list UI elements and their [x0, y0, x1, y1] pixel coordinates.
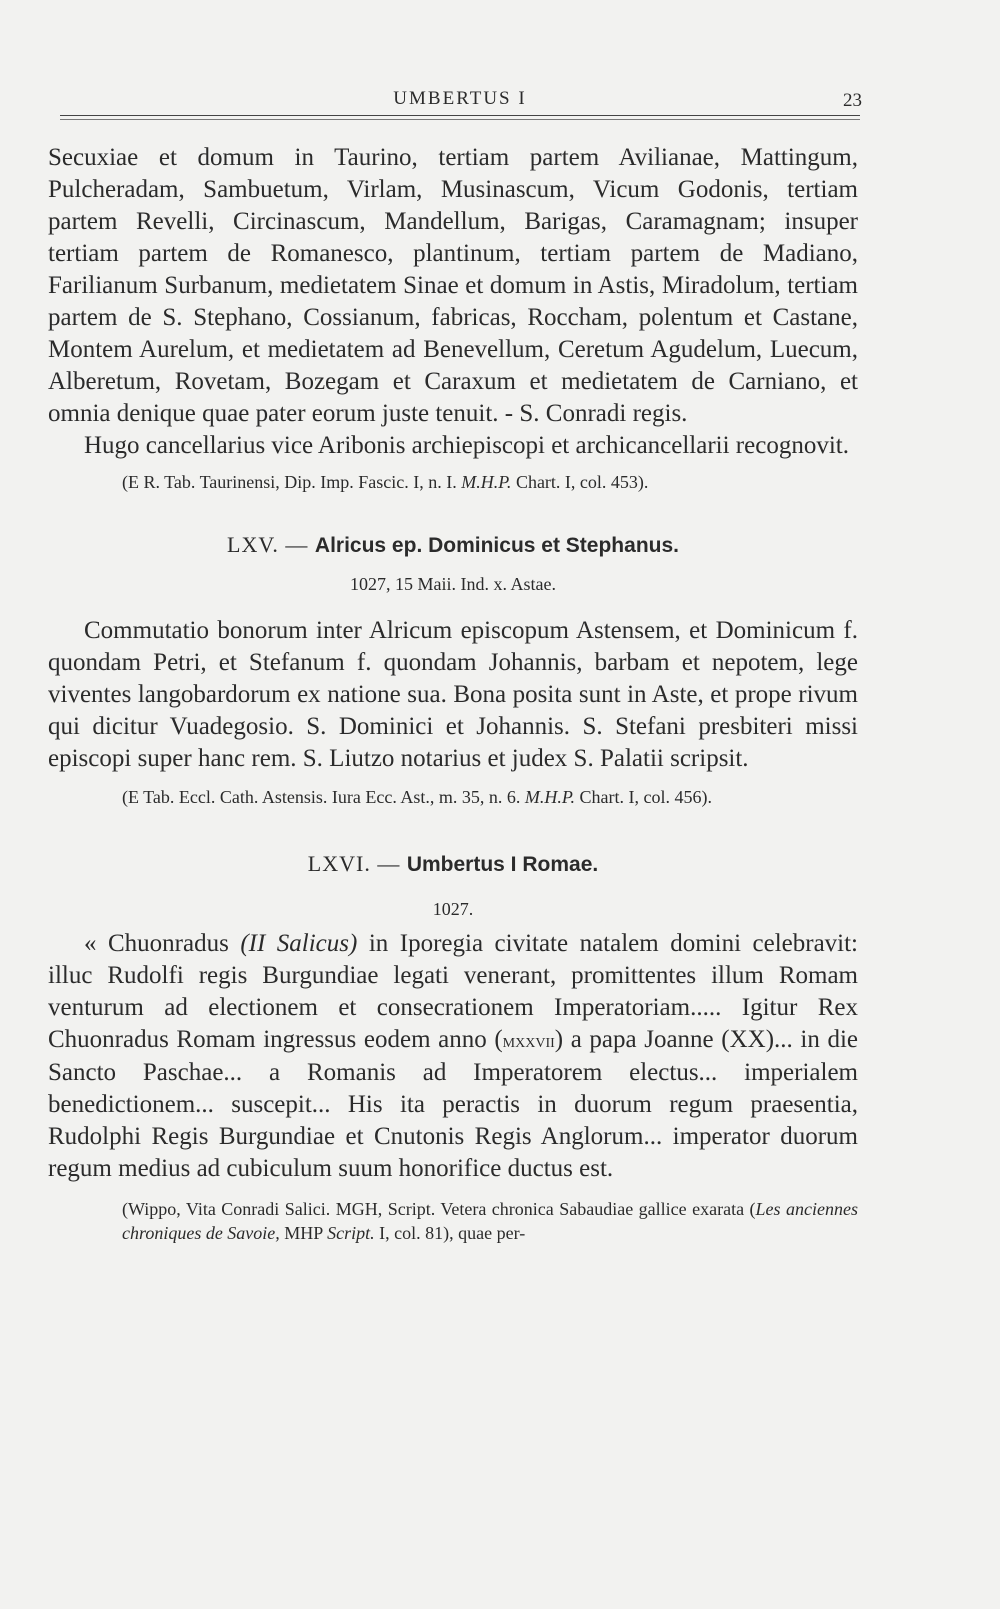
running-title: UMBERTUS I: [393, 88, 527, 109]
section-heading-66: LXVI. — Umbertus I Romae.: [307, 851, 599, 876]
header-rule-secondary: [60, 119, 860, 120]
paragraph-recognition: Hugo cancellarius vice Aribonis archiepiscopi et archicancellarii recognovit.: [84, 432, 849, 459]
section-date-66: 1027.: [432, 899, 474, 919]
source-citation-3: (Wippo, Vita Conradi Salici. MGH, Script. Vetera chronica Sabaudiae gallice exarata (Les anciennes chroniques de Savoie, MHP Script. I, col. 81), quae per-: [122, 1199, 858, 1243]
paragraph-chuonradus: « Chuonradus (II Salicus) in Iporegia civitate natalem domini celebravit: illuc Rudolfi regis Burgundiae legati venerant, promittentes illum Romam venturum ad electionem et consecrationem Imperatoriam..... Igitur Rex Chuonradus Romam ingressus eodem anno (mxxvii) a papa Joanne (XX)... in die Sancto Paschae... a Romanis ad Imperatorem electus... imperialem benedictionem... suscepit... His ita peractis in duorum regum praesentia, Rudolphi Regis Burgundiae et Cnutonis Regis Anglorum... imperator duorum regum medius ad cubiculum suum honorifice ductus est.: [48, 930, 859, 1182]
source-citation-1: (E R. Tab. Taurinensi, Dip. Imp. Fascic. I, n. I. M.H.P. Chart. I, col. 453).: [122, 472, 649, 492]
page-number: 23: [843, 90, 862, 111]
page-body: [48, 142, 858, 1245]
running-header: [60, 86, 860, 116]
source-citation-2: (E Tab. Eccl. Cath. Astensis. Iura Ecc. Ast., m. 35, n. 6. M.H.P. Chart. I, col. 456).: [122, 787, 712, 807]
paragraph-commutatio: Commutatio bonorum inter Alricum episcopum Astensem, et Dominicum f. quondam Petri, et Stefanum f. quondam Johannis, barbam et nepotem, lege viventes langobardorum ex natione sua. Bona posita sunt in Aste, et prope rivum qui dicitur Vuadegosio. S. Dominici et Johannis. S. Stefani presbiteri missi episcopi super hanc rem. S. Liutzo notarius et judex S. Palatii scripsit.: [48, 617, 858, 772]
section-date-65: 1027, 15 Maii. Ind. x. Astae.: [350, 574, 556, 594]
header-rule: [60, 115, 860, 116]
paragraph-property-list: Secuxiae et domum in Taurino, tertiam partem Avilianae, Mattingum, Pulcheradam, Sambuetum, Virlam, Musinascum, Vicum Godonis, tertiam partem Revelli, Circinascum, Mandellum, Barigas, Caramagnam; insuper tertiam partem de Romanesco, plantinum, tertiam partem de Madiano, Farilianum Surbanum, medietatem Sinae et domum in Astis, Miradolum, tertiam partem de S. Stephano, Cossianum, fabricas, Roccham, polentum et Castane, Montem Aurelum, et medietatem ad Benevellum, Ceretum Agudelum, Luecum, Alberetum, Rovetam, Bozegam et Caraxum et medietatem de Carniano, et omnia denique quae pater eorum juste tenuit. - S. Conradi regis.: [48, 144, 858, 427]
section-heading-65: LXV. — Alricus ep. Dominicus et Stephanus.: [227, 532, 679, 557]
